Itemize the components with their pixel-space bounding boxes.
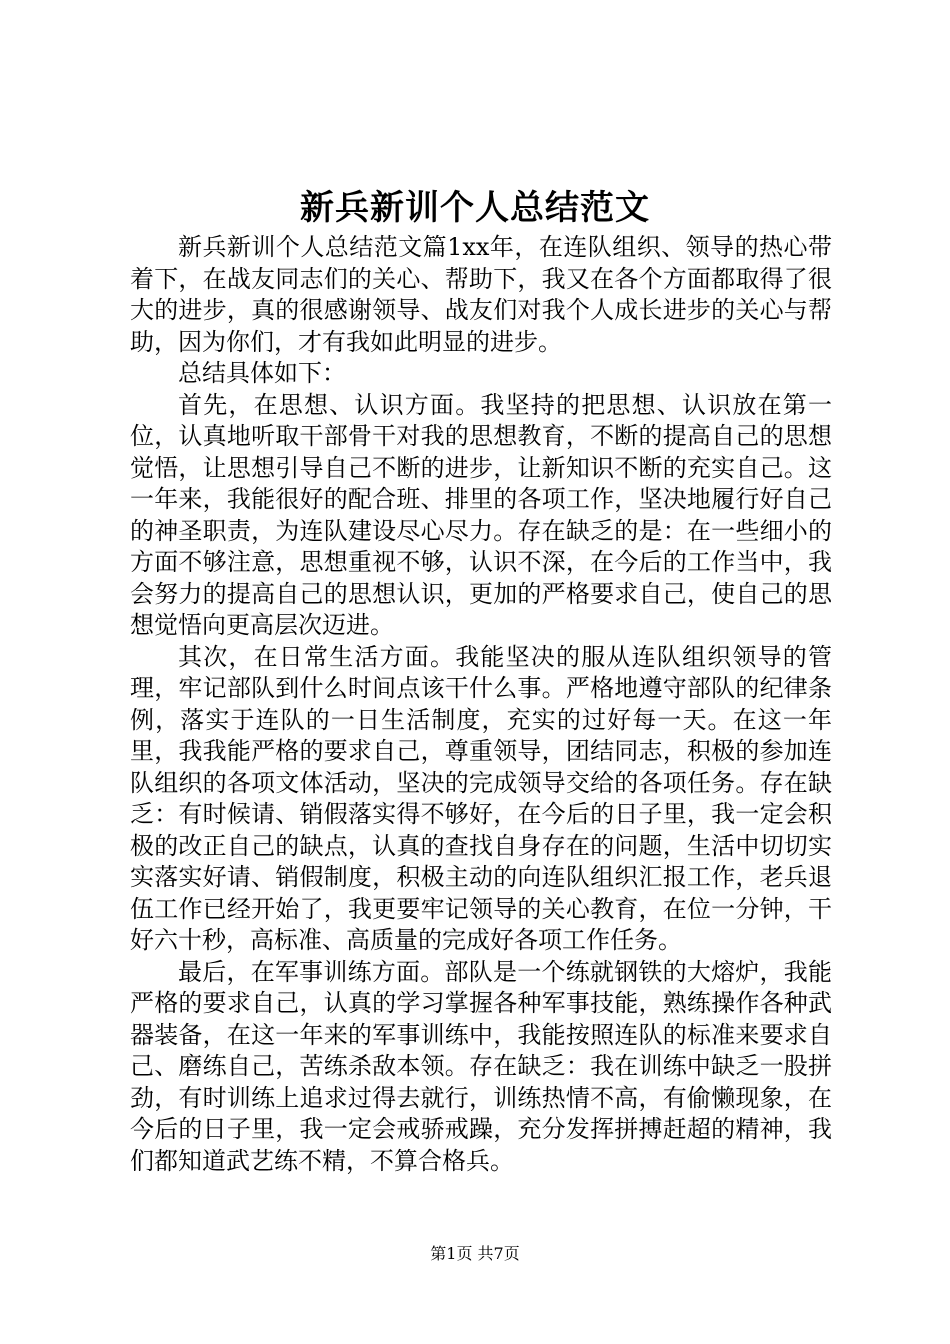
paragraph-daily-life: 其次，在日常生活方面。我能坚决的服从连队组织领导的管理，牢记部队到什么时间点该干什么事。严格地遵守部队的纪律条例，落实于连队的一日生活制度，充实的过好每一天。在这一年里，我我能严格的要求自己，尊重领导，团结同志，积极的参加连队组织的各项文体活动，坚决的完成领导交给的各项任务。存在缺乏：有时候请、销假落实得不够好，在今后的日子里，我一定会积极的改正自己的缺点，认真的查找自身存在的问题，生活中切切实实落实好请、销假制度，积极主动的向连队组织汇报工作，老兵退伍工作已经开始了，我更要牢记领导的关心教育，在位一分钟，干好六十秒，高标准、高质量的完成好各项工作任务。: [130, 642, 832, 954]
paragraph-intro: 新兵新训个人总结范文篇1xx年，在连队组织、领导的热心带着下，在战友同志们的关心、帮助下，我又在各个方面都取得了很大的进步，真的很感谢领导、战友们对我个人成长进步的关心与帮助，因为你们，才有我如此明显的进步。: [130, 233, 832, 356]
document-body: [130, 232, 832, 1177]
page-footer: 第1页 共7页: [430, 1244, 520, 1263]
paragraph-summary-lead: 总结具体如下：: [178, 359, 346, 387]
document-title: 新兵新训个人总结范文: [300, 188, 650, 228]
paragraph-military-training: 最后，在军事训练方面。部队是一个练就钢铁的大熔炉，我能严格的要求自己，认真的学习掌握各种军事技能，熟练操作各种武器装备，在这一年来的军事训练中，我能按照连队的标准来要求自己、磨练自己，苦练杀敌本领。存在缺乏：我在训练中缺乏一股拼劲，有时训练上追求过得去就行，训练热情不高，有偷懒现象，在今后的日子里，我一定会戒骄戒躁，充分发挥拼搏赶超的精神，我们都知道武艺练不精，不算合格兵。: [130, 957, 832, 1175]
paragraph-thought: 首先，在思想、认识方面。我坚持的把思想、认识放在第一位，认真地听取干部骨干对我的思想教育，不断的提高自己的思想觉悟，让思想引导自己不断的进步，让新知识不断的充实自己。这一年来，我能很好的配合班、排里的各项工作，坚决地履行好自己的神圣职责，为连队建设尽心尽力。存在缺乏的是：在一些细小的方面不够注意，思想重视不够，认识不深，在今后的工作当中，我会努力的提高自己的思想认识，更加的严格要求自己，使自己的思想觉悟向更高层次迈进。: [130, 390, 832, 639]
